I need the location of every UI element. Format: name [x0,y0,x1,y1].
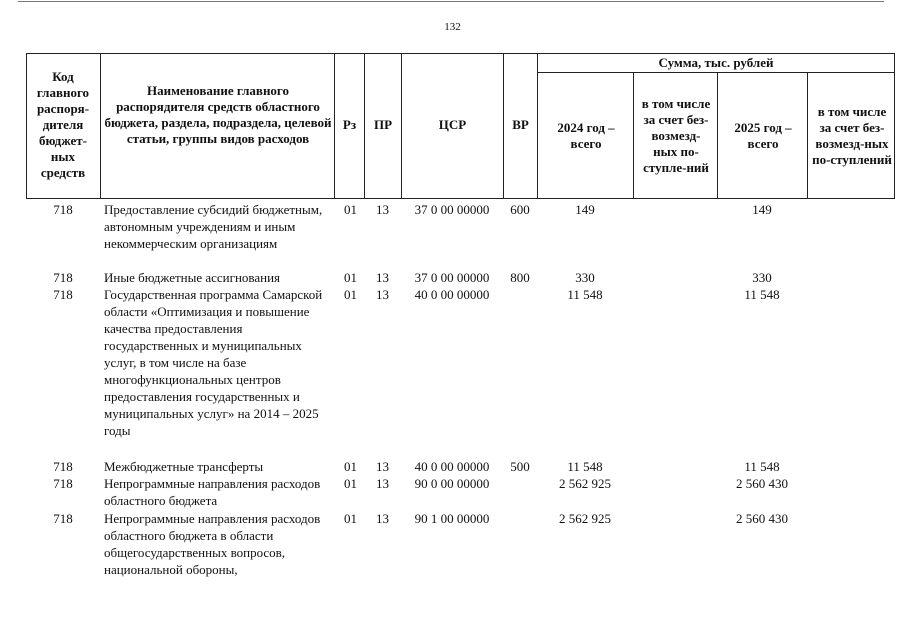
cell-sum-2024: 11 548 [567,459,603,474]
header-code: Код главного распоря-дителя бюджет-ных средств [36,69,90,180]
header-2025-free: в том числе за счет без-возмезд-ных по-ступлений [812,104,892,167]
col-border [100,53,101,198]
col-border [894,53,895,198]
header-csr: ЦСР [438,117,467,132]
cell-vr: 800 [510,270,530,285]
table-header [0,0,905,200]
cell-csr: 90 1 00 00000 [414,511,490,526]
header-bottom-border [26,198,895,199]
cell-pr: 13 [376,287,389,302]
cell-name: Государственная программа Самарской области «Оптимизация и повышение качества предоставления государственных и муниципальных услуг, в том числе на базе многофункциональных центров предоставления государственных и муниципальных услуг» на 2014 – 2025 годы [104,287,323,438]
sum-divider [537,72,895,73]
cell-sum-2025: 2 560 430 [736,511,788,526]
cell-rz: 01 [344,511,357,526]
cell-vr: 600 [510,202,530,217]
cell-sum-2024: 2 562 925 [559,476,611,491]
cell-csr: 40 0 00 00000 [414,459,490,474]
cell-rz: 01 [344,459,357,474]
header-2024-total: 2024 год – всего [557,120,615,151]
col-border [633,72,634,198]
cell-sum-2025: 149 [752,202,772,217]
cell-name: Непрограммные направления расходов областного бюджета в области общегосударственных вопросов, национальной обороны, [104,511,321,577]
cell-code: 718 [53,202,73,217]
cell-rz: 01 [344,270,357,285]
cell-rz: 01 [344,476,357,491]
col-border [537,53,538,198]
cell-code: 718 [53,287,73,302]
cell-pr: 13 [376,511,389,526]
header-pr: ПР [373,117,393,132]
cell-pr: 13 [376,476,389,491]
cell-csr: 37 0 00 00000 [414,270,490,285]
header-name: Наименование главного распорядителя средств областного бюджета, раздела, подраздела, целевой статьи, группы видов расходов [104,83,332,146]
col-border [807,72,808,198]
cell-sum-2024: 149 [575,202,595,217]
cell-code: 718 [53,459,73,474]
header-rz: Рз [342,117,357,132]
cell-sum-2024: 2 562 925 [559,511,611,526]
cell-rz: 01 [344,202,357,217]
cell-name: Иные бюджетные ассигнования [104,270,281,285]
header-sum: Сумма, тыс. рублей [658,55,774,70]
cell-name: Предоставление субсидий бюджетным, автономным учреждениям и иным некоммерческим организациям [104,202,323,251]
cell-sum-2024: 330 [575,270,595,285]
cell-pr: 13 [376,459,389,474]
cell-pr: 13 [376,202,389,217]
cell-csr: 90 0 00 00000 [414,476,490,491]
cell-sum-2025: 2 560 430 [736,476,788,491]
cell-name: Межбюджетные трансферты [104,459,264,474]
cell-csr: 40 0 00 00000 [414,287,490,302]
header-2025-total: 2025 год – всего [734,120,792,151]
cell-sum-2024: 11 548 [567,287,603,302]
cell-sum-2025: 11 548 [744,287,780,302]
cell-pr: 13 [376,270,389,285]
page-number: 132 [444,21,461,33]
cell-vr: 500 [510,459,530,474]
cell-code: 718 [53,511,73,526]
cell-code: 718 [53,476,73,491]
cell-name: Непрограммные направления расходов областного бюджета [104,476,321,508]
cell-code: 718 [53,270,73,285]
cell-sum-2025: 11 548 [744,459,780,474]
col-border [26,53,27,198]
cell-sum-2025: 330 [752,270,772,285]
cell-rz: 01 [344,287,357,302]
header-vr: ВР [512,117,529,132]
col-border [717,72,718,198]
header-2024-free: в том числе за счет без-возмезд-ных по-ступле-ний [641,96,711,175]
cell-csr: 37 0 00 00000 [414,202,490,217]
